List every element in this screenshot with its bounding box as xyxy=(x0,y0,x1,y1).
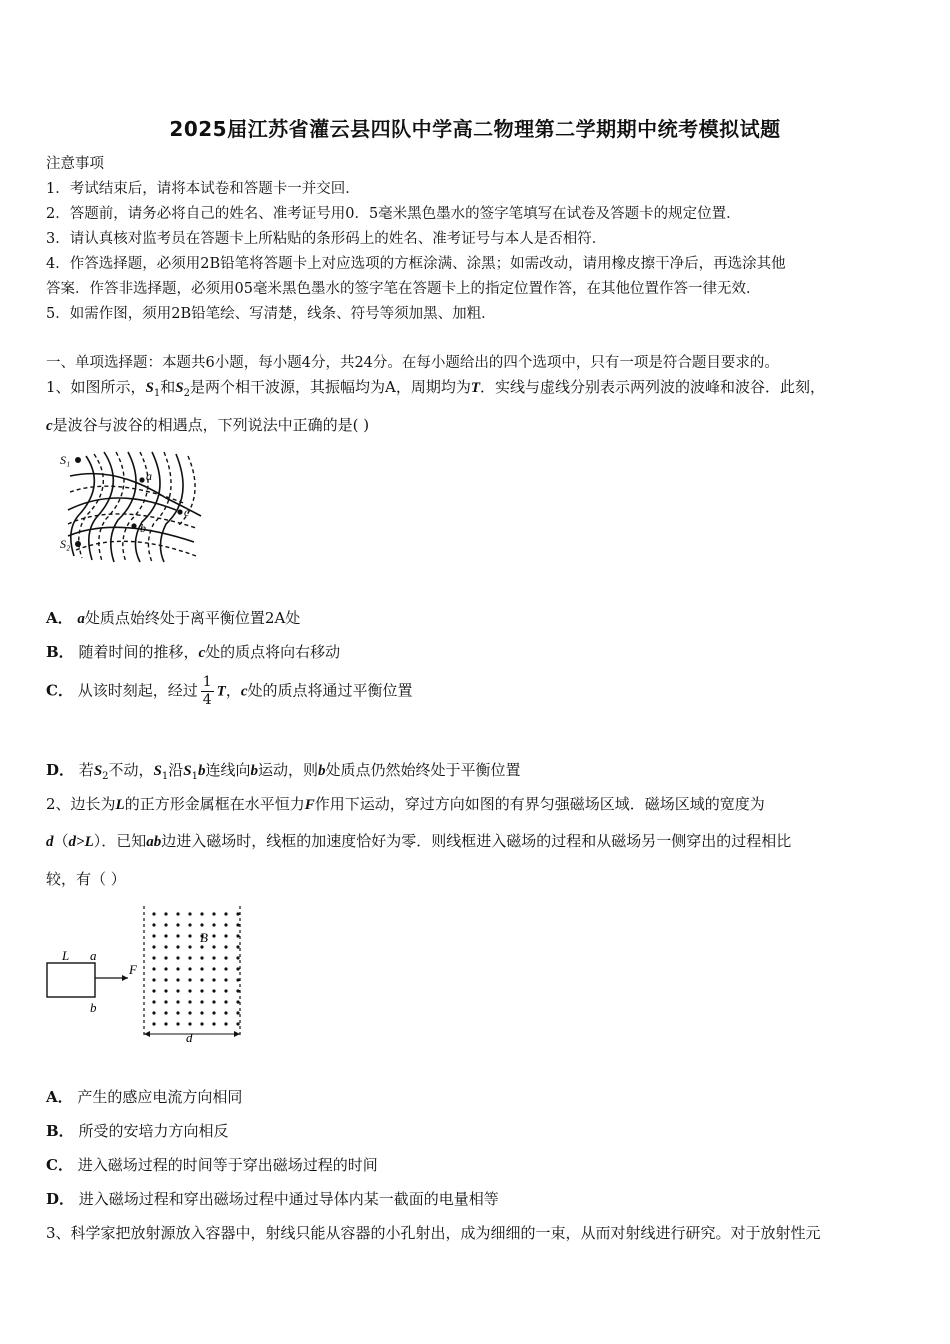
field-dot xyxy=(188,1011,191,1014)
field-dot xyxy=(224,934,227,937)
field-dot xyxy=(164,934,167,937)
field-dot xyxy=(224,1022,227,1025)
field-dot xyxy=(212,989,215,992)
field-dot xyxy=(164,1000,167,1003)
square-loop xyxy=(47,963,95,997)
q1-option-b[interactable]: B． 随着时间的推移，c处的质点将向右移动 xyxy=(46,643,341,661)
field-dot xyxy=(212,978,215,981)
field-dot xyxy=(176,1000,179,1003)
field-dot xyxy=(152,978,155,981)
fraction-quarter: $\frac{1}{4}$ xyxy=(202,674,212,708)
page-title: 2025届江苏省灌云县四队中学高二物理第二学期期中统考模拟试题 xyxy=(169,117,781,141)
section-heading: 一、单项选择题：本题共6小题，每小题4分，共24分。在每小题给出的四个选项中，只有一项是符合题目要求的。 xyxy=(46,355,779,371)
field-dot xyxy=(200,1000,203,1003)
field-dot xyxy=(200,978,203,981)
label-d: d xyxy=(186,1030,193,1045)
q1-option-c[interactable]: C． 从该时刻起，经过 $\frac{1}{4}$ T，c处的质点将通过平衡位置 xyxy=(46,674,413,708)
field-dot xyxy=(212,1022,215,1025)
question-1-stem-line1: 1、如图所示，$S_1$和$S_2$是两个相干波源，其振幅均为A，周期均为T．实线与虚线分别表示两列波的波峰和波谷．此刻， xyxy=(46,378,826,399)
field-dot xyxy=(188,945,191,948)
field-dot xyxy=(224,989,227,992)
field-dot xyxy=(212,967,215,970)
point-b-dot xyxy=(131,523,136,528)
field-dot xyxy=(188,934,191,937)
field-dot xyxy=(212,923,215,926)
label-c: c xyxy=(184,505,190,519)
field-dot xyxy=(164,989,167,992)
magnetic-field-figure xyxy=(40,902,250,1050)
question-1-stem-line2: c是波谷与波谷的相遇点，下列说法中正确的是( ) xyxy=(46,416,370,434)
notice-item: 2．答题前，请务必将自己的姓名、准考证号用0．5毫米黑色墨水的签字笔填写在试卷及答题卡的规定位置． xyxy=(46,206,741,222)
notice-item: 5．如需作图，须用2B铅笔绘、写清楚，线条、符号等须加黑、加粗． xyxy=(46,306,496,322)
field-dot xyxy=(176,1011,179,1014)
field-dot xyxy=(224,945,227,948)
field-dot xyxy=(152,923,155,926)
field-dot xyxy=(212,956,215,959)
field-dot xyxy=(152,912,155,915)
field-dot xyxy=(212,912,215,915)
field-dot xyxy=(164,978,167,981)
notice-heading: 注意事项 xyxy=(46,156,104,172)
question-3-stem-line1: 3、科学家把放射源放入容器中，射线只能从容器的小孔射出，成为细细的一束，从而对射线进行研究。对于放射性元 xyxy=(46,1224,821,1242)
source-s1-dot xyxy=(75,457,81,463)
field-dot xyxy=(152,956,155,959)
field-dot xyxy=(176,923,179,926)
field-dot xyxy=(236,989,239,992)
field-dot xyxy=(152,1011,155,1014)
field-dot xyxy=(188,912,191,915)
field-dot xyxy=(152,1022,155,1025)
wave-interference-figure xyxy=(56,446,206,566)
point-a-dot xyxy=(139,477,144,482)
label-B: B xyxy=(200,930,208,945)
field-dot xyxy=(200,923,203,926)
field-dot xyxy=(200,967,203,970)
field-dot xyxy=(164,1011,167,1014)
notice-item: 3．请认真核对监考员在答题卡上所粘贴的条形码上的姓名、准考证号与本人是否相符． xyxy=(46,231,607,247)
label-b: b xyxy=(90,1000,97,1015)
label-L: L xyxy=(62,948,70,963)
q2-option-b[interactable]: B． 所受的安培力方向相反 xyxy=(46,1122,229,1140)
field-dot xyxy=(188,967,191,970)
field-dot xyxy=(200,989,203,992)
field-dot xyxy=(200,945,203,948)
field-dot xyxy=(236,934,239,937)
field-dot xyxy=(188,923,191,926)
q1-option-a[interactable]: A． a处质点始终处于离平衡位置2A处 xyxy=(46,609,301,627)
notice-item: 答案．作答非选择题，必须用05毫米黑色墨水的签字笔在答题卡上的指定位置作答，在其他位置作答一律无效． xyxy=(46,281,761,297)
field-dot xyxy=(176,978,179,981)
notice-item: 1．考试结束后，请将本试卷和答题卡一并交回． xyxy=(46,181,360,197)
field-dot xyxy=(236,1022,239,1025)
field-dot xyxy=(212,945,215,948)
field-dot xyxy=(164,923,167,926)
field-dot xyxy=(176,967,179,970)
field-dot xyxy=(212,1011,215,1014)
field-dot xyxy=(152,967,155,970)
field-dot xyxy=(188,1000,191,1003)
field-dot xyxy=(176,1022,179,1025)
field-dot xyxy=(236,923,239,926)
field-dot xyxy=(188,978,191,981)
field-dot xyxy=(224,912,227,915)
field-dot xyxy=(224,978,227,981)
field-dot xyxy=(200,912,203,915)
label-b: b xyxy=(140,521,146,535)
label-F: F xyxy=(129,962,137,977)
field-dot xyxy=(224,1000,227,1003)
question-2-stem-line3: 较，有（ ） xyxy=(46,870,126,888)
field-dot xyxy=(152,945,155,948)
notice-item: 4．作答选择题，必须用2B铅笔将答题卡上对应选项的方框涂满、涂黑；如需改动，请用橡皮擦干净后，再选涂其他 xyxy=(46,256,786,272)
field-dot xyxy=(224,967,227,970)
q2-option-d[interactable]: D． 进入磁场过程和穿出磁场过程中通过导体内某一截面的电量相等 xyxy=(46,1190,499,1208)
field-dot xyxy=(188,956,191,959)
field-dot xyxy=(164,967,167,970)
field-dot xyxy=(152,934,155,937)
field-dot xyxy=(236,912,239,915)
field-dot xyxy=(224,923,227,926)
field-dot xyxy=(236,956,239,959)
q2-option-c[interactable]: C． 进入磁场过程的时间等于穿出磁场过程的时间 xyxy=(46,1156,378,1174)
field-dot xyxy=(188,989,191,992)
field-dot xyxy=(176,934,179,937)
field-dot xyxy=(164,1022,167,1025)
label-s1: S₁ xyxy=(60,453,71,467)
field-dot xyxy=(176,912,179,915)
field-dot xyxy=(164,945,167,948)
field-dot xyxy=(236,945,239,948)
label-a: a xyxy=(146,469,152,483)
field-dot xyxy=(176,956,179,959)
field-dot xyxy=(212,934,215,937)
field-dot xyxy=(224,956,227,959)
label-a: a xyxy=(90,948,97,963)
field-dot xyxy=(224,1011,227,1014)
q1-option-d[interactable]: D． 若$S_2$不动，$S_1$沿$S_1b$连线向b运动，则b处质点仍然始终处于平衡位置 xyxy=(46,761,521,782)
field-dot xyxy=(236,978,239,981)
point-c-dot xyxy=(177,509,182,514)
field-dot xyxy=(164,912,167,915)
source-s2-dot xyxy=(75,541,81,547)
field-dot xyxy=(236,1000,239,1003)
field-dot xyxy=(176,989,179,992)
field-dot xyxy=(176,945,179,948)
field-dot xyxy=(236,1011,239,1014)
field-dot xyxy=(152,989,155,992)
field-dot xyxy=(236,967,239,970)
field-dot xyxy=(200,956,203,959)
field-dot xyxy=(200,1011,203,1014)
field-dot xyxy=(188,1022,191,1025)
field-dot xyxy=(212,1000,215,1003)
q2-option-a[interactable]: A． 产生的感应电流方向相同 xyxy=(46,1088,243,1106)
question-2-stem-line1: 2、边长为L的正方形金属框在水平恒力F作用下运动，穿过方向如图的有界匀强磁场区域．磁场区域的宽度为 xyxy=(46,795,765,813)
question-2-stem-line2: d（d>L）．已知ab边进入磁场时，线框的加速度恰好为零．则线框进入磁场的过程和从磁场另一侧穿出的过程相比 xyxy=(46,832,792,850)
label-s2: S₂ xyxy=(60,537,71,551)
field-dot xyxy=(200,1022,203,1025)
field-dot xyxy=(152,1000,155,1003)
field-dot xyxy=(164,956,167,959)
